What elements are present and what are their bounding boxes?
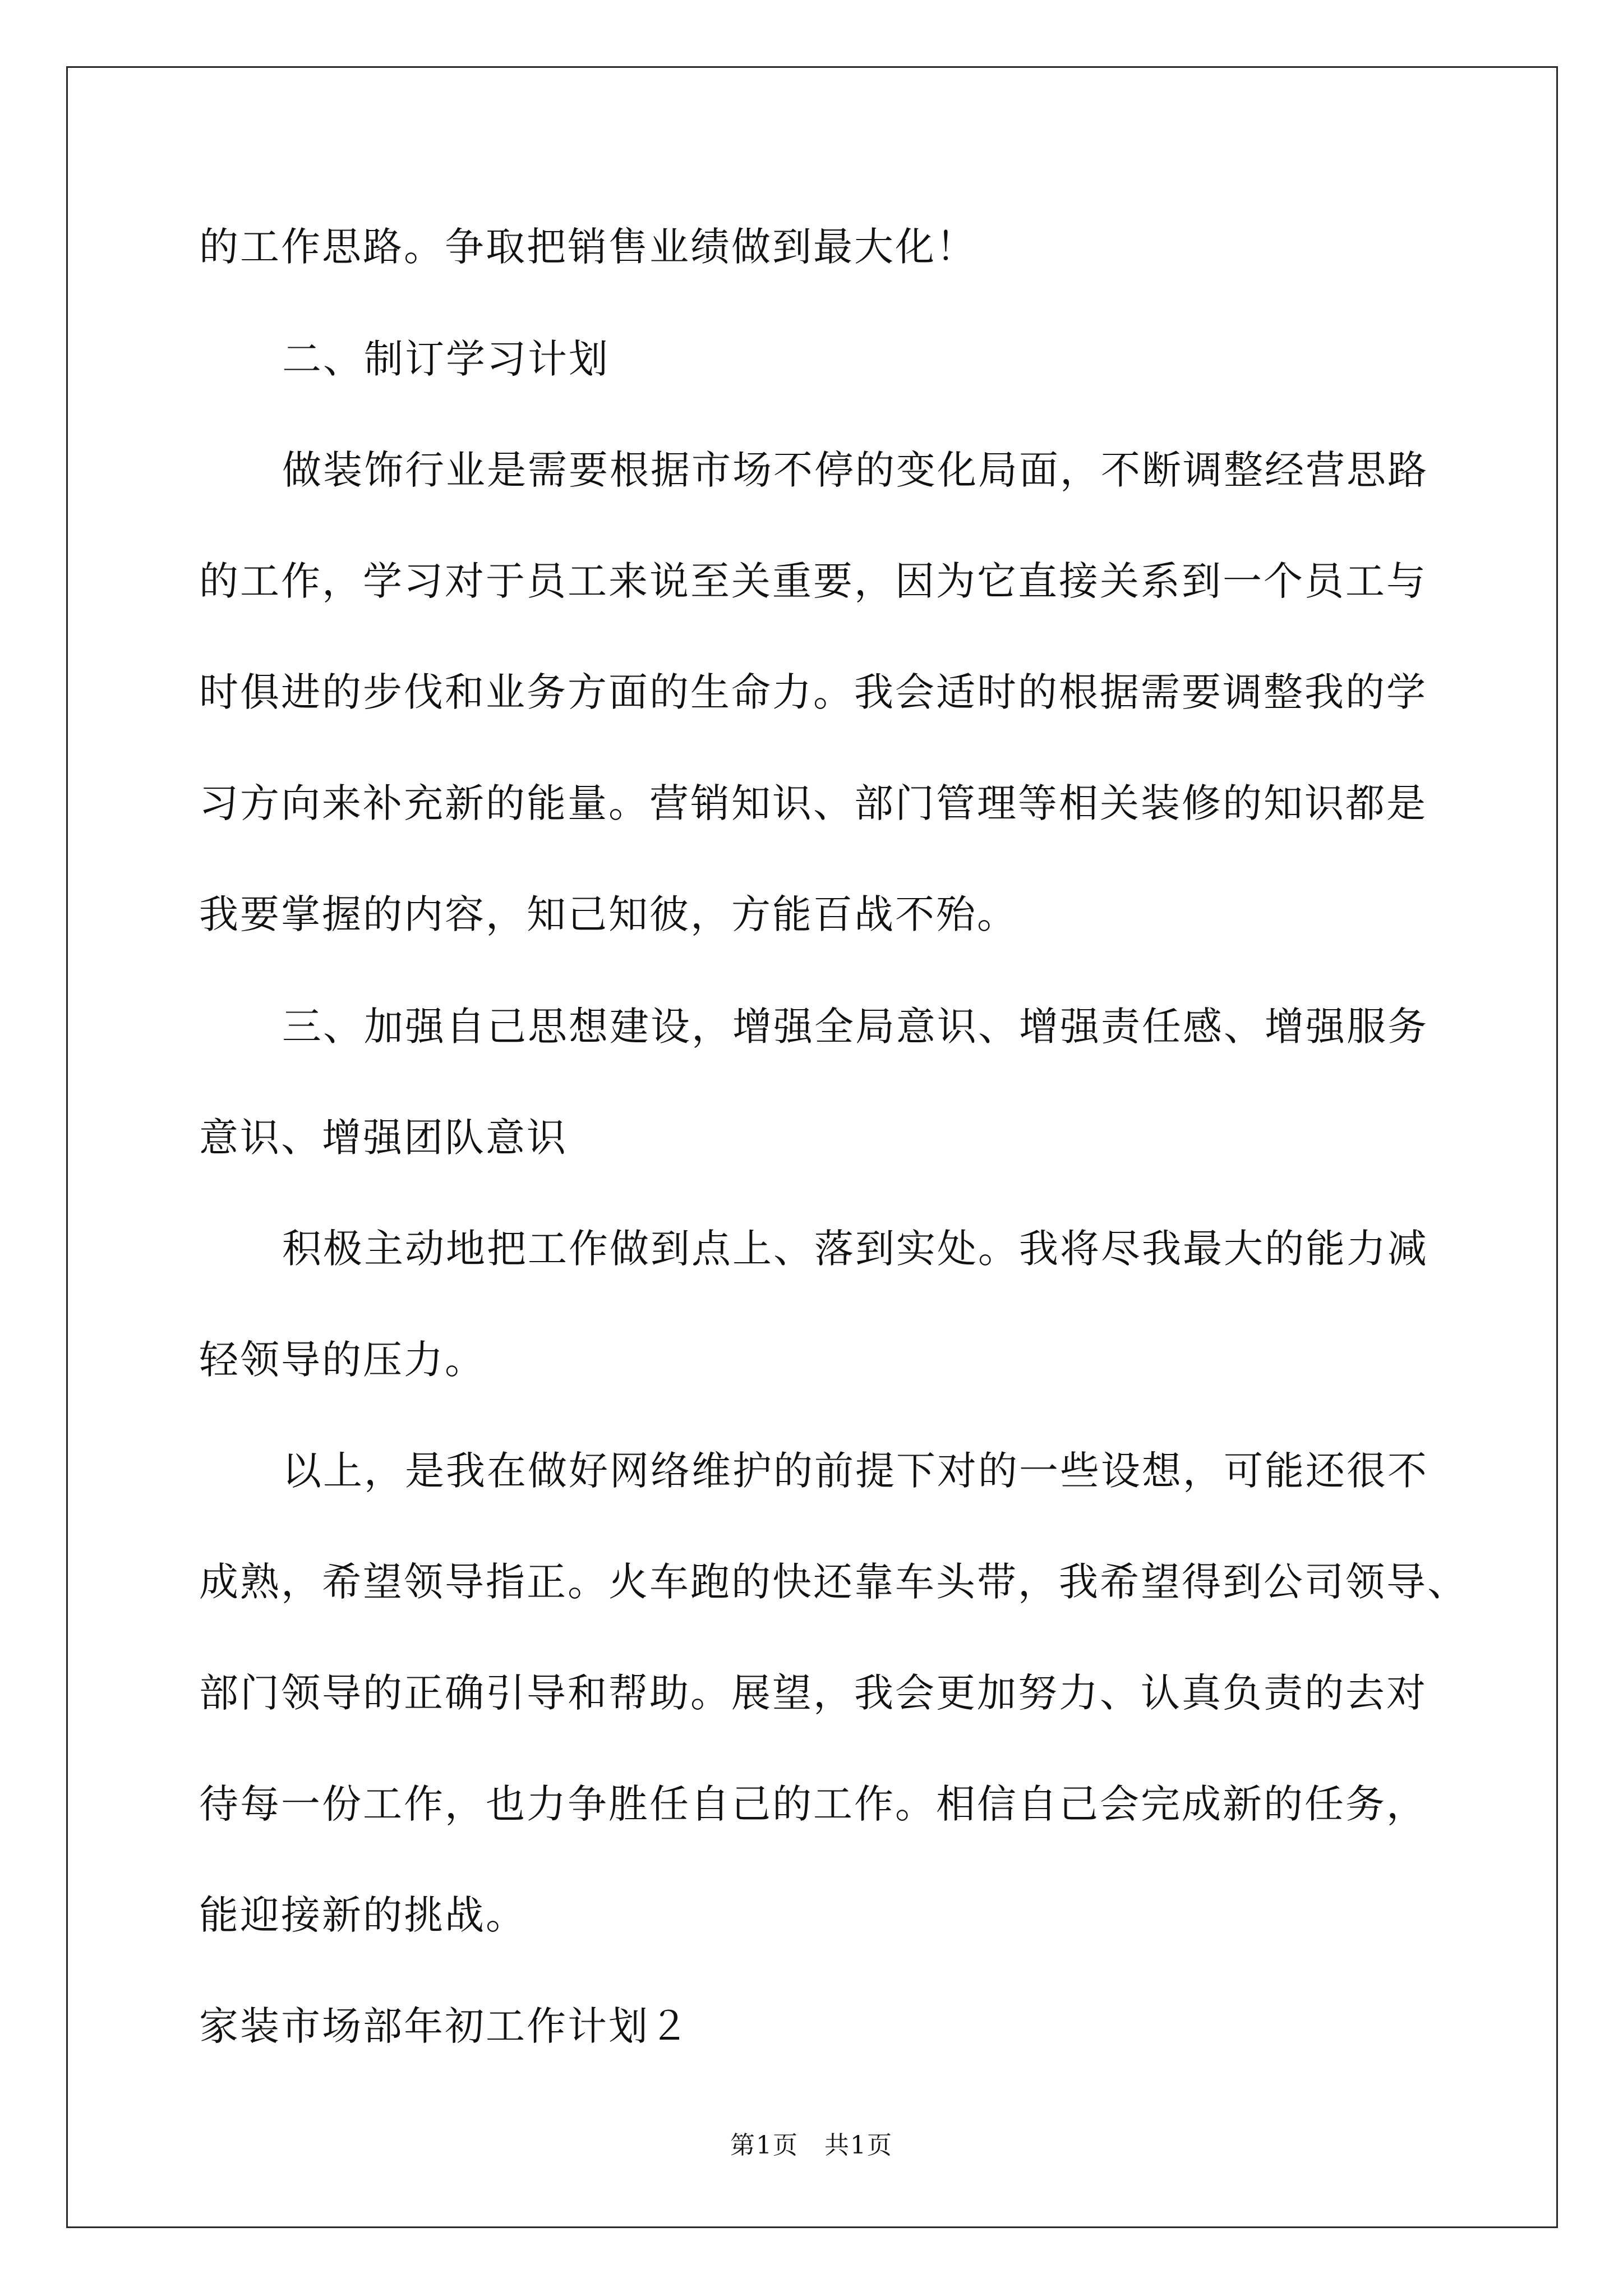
body-text-line: 积极主动地把工作做到点上、落到实处。我将尽我最大的能力减 (282, 1226, 1428, 1272)
body-text-line: 习方向来补充新的能量。营销知识、部门管理等相关装修的知识都是 (199, 780, 1427, 826)
section-heading: 二、制订学习计划 (282, 336, 610, 382)
section-heading: 三、加强自己思想建设，增强全局意识、增强责任感、增强服务 (282, 1004, 1428, 1050)
body-text-line: 做装饰行业是需要根据市场不停的变化局面，不断调整经营思路 (282, 447, 1428, 493)
body-text-line: 的工作，学习对于员工来说至关重要，因为它直接关系到一个员工与 (199, 558, 1427, 604)
body-text-line: 部门领导的正确引导和帮助。展望，我会更加努力、认真负责的去对 (199, 1670, 1427, 1716)
body-text-line: 能迎接新的挑战。 (199, 1892, 527, 1938)
body-text-line: 待每一份工作，也力争胜任自己的工作。相信自己会完成新的任务， (199, 1781, 1427, 1827)
section-heading-continued: 意识、增强团队意识 (199, 1115, 568, 1161)
page-number-footer: 第1页 共1页 (730, 2131, 893, 2160)
body-text-line: 以上，是我在做好网络维护的前提下对的一些设想，可能还很不 (282, 1448, 1428, 1494)
body-text-line: 的工作思路。争取把销售业绩做到最大化！ (199, 224, 977, 270)
body-text-line: 我要掌握的内容，知己知彼，方能百战不殆。 (199, 891, 1018, 937)
body-text-line: 成熟，希望领导指正。火车跑的快还靠车头带，我希望得到公司领导、 (199, 1559, 1468, 1605)
body-text-line: 时俱进的步伐和业务方面的生命力。我会适时的根据需要调整我的学 (199, 669, 1427, 715)
body-text-line: 轻领导的压力。 (199, 1337, 486, 1383)
document-title: 家装市场部年初工作计划２ (199, 2003, 690, 2049)
